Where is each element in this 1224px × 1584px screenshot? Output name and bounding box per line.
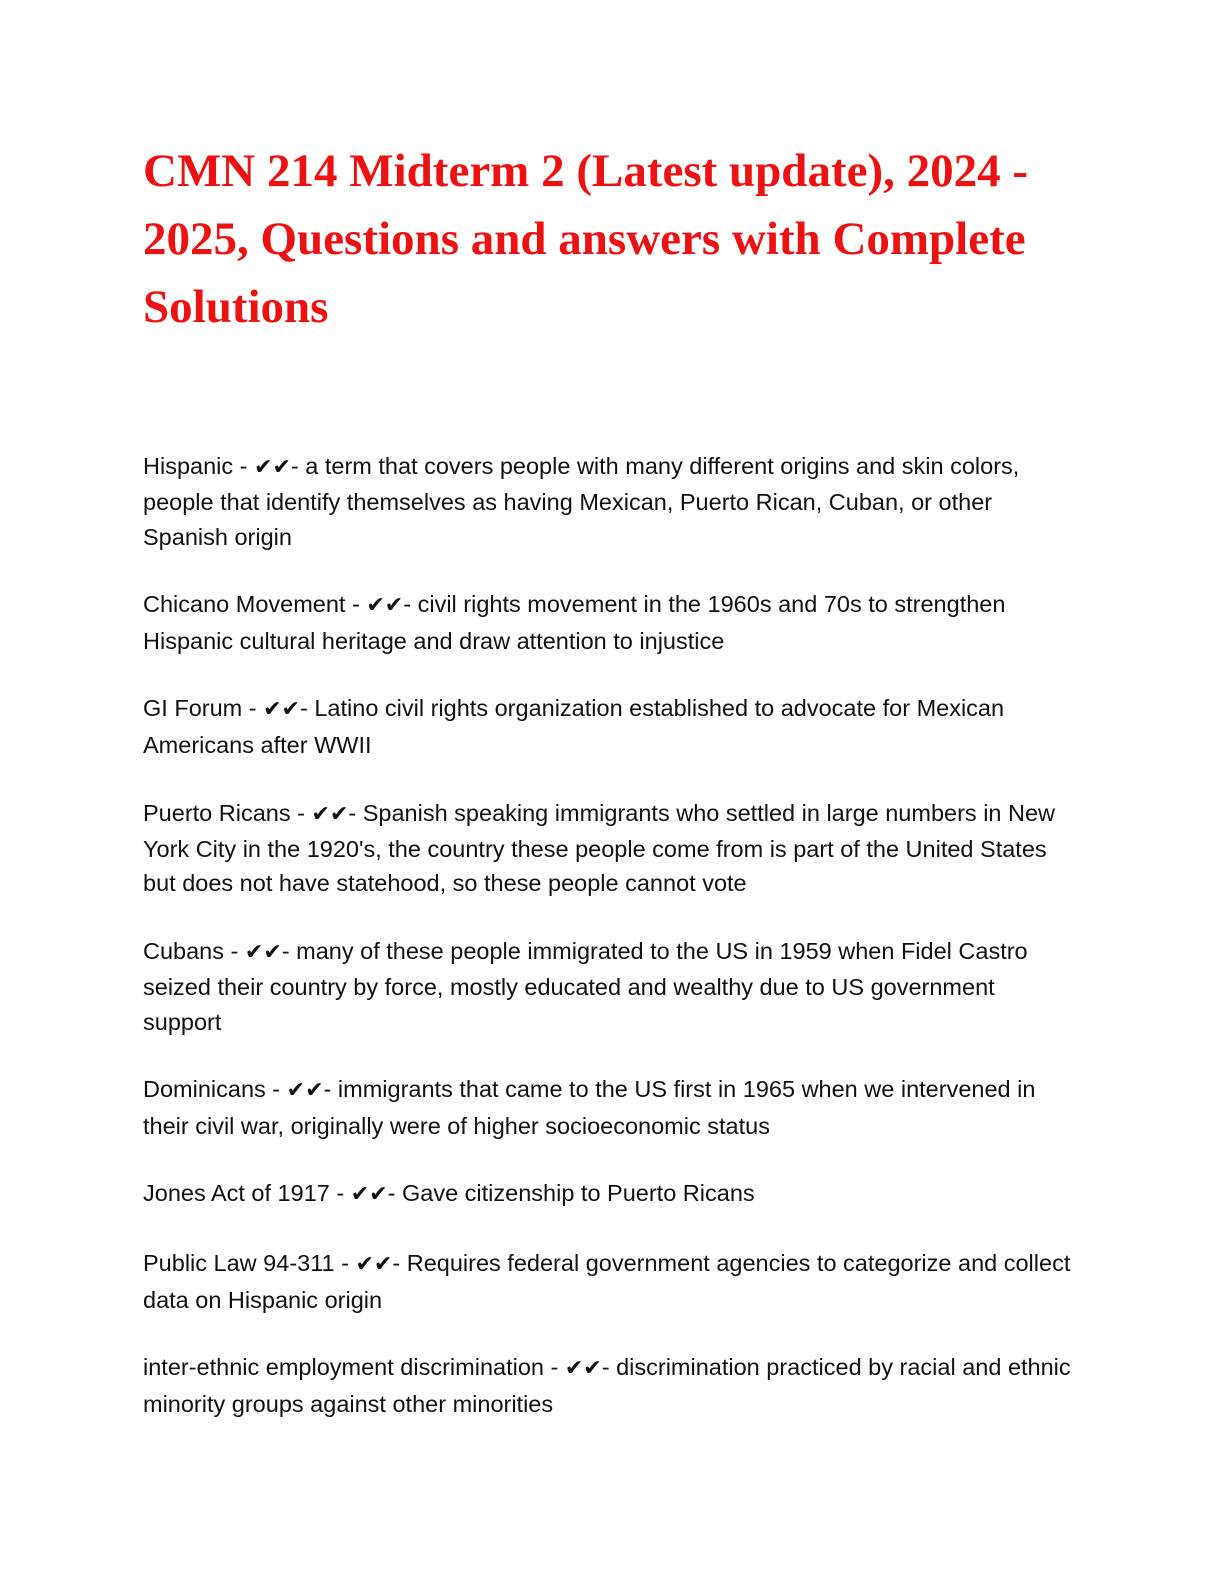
entry-term: GI Forum (143, 695, 243, 722)
entry-definition: a term that covers people with many different origins and skin colors, people that identify themselves as having Mexican, Puerto Rican, Cuban, or other Spanish origin (143, 453, 1020, 550)
entry-term: Puerto Ricans (143, 799, 291, 826)
check-marks-icon: ✔✔ (244, 939, 282, 965)
separator: - (392, 1250, 407, 1277)
check-marks-icon: ✔✔ (564, 1356, 602, 1382)
qa-entry (143, 1176, 1078, 1212)
entry-definition: many of these people immigrated to the US in 1959 when Fidel Castro seized their country by force, mostly educated and wealthy due to US government support (143, 937, 1028, 1035)
entry-definition: Latino civil rights organization established to advocate for Mexican Americans after WWII (143, 695, 1005, 758)
separator: - (543, 1354, 565, 1381)
entry-term: Cubans (143, 937, 224, 964)
document-title: CMN 214 Midterm 2 (Latest update), 2024 - 2025, Questions and answers with Complete Solutions (143, 145, 1029, 333)
separator: - (329, 1180, 351, 1207)
entry-definition: discrimination practiced by racial and ethnic minority groups against other minorities (143, 1354, 1071, 1417)
separator: - (345, 591, 367, 618)
check-marks-icon: ✔✔ (254, 455, 291, 480)
qa-entry (143, 691, 1078, 762)
separator: - (601, 1354, 617, 1381)
separator: - (387, 1180, 402, 1207)
entry-definition: Spanish speaking immigrants who settled in large numbers in New York City in the 1920's, the country these people come from is part of the United States but does not have statehood, so these people cannot vote (143, 799, 1056, 897)
entry-definition: civil rights movement in the 1960s and 70s to strengthen Hispanic cultural heritage and draw attention to injustice (143, 591, 1006, 654)
entry-term: Chicano Movement (143, 591, 346, 618)
separator: - (403, 591, 418, 618)
qa-entry (143, 1246, 1078, 1317)
separator: - (290, 453, 306, 479)
entry-definition: Requires federal government agencies to categorize and collect data on Hispanic origin (143, 1250, 1071, 1313)
separator: - (265, 1076, 287, 1103)
qa-entry (143, 934, 1078, 1039)
separator: - (281, 937, 297, 964)
entry-term: Public Law 94-311 (143, 1250, 335, 1277)
check-marks-icon: ✔✔ (366, 593, 404, 619)
check-marks-icon: ✔✔ (263, 697, 300, 723)
qa-entry (143, 587, 1078, 658)
separator: - (242, 695, 264, 722)
entry-definition: immigrants that came to the US first in 1965 when we intervened in their civil war, originally were of higher socioeconomic status (143, 1076, 1036, 1139)
check-marks-icon: ✔✔ (311, 801, 349, 827)
separator: - (300, 695, 315, 722)
entry-term: inter-ethnic employment discrimination (143, 1354, 544, 1381)
qa-list (143, 449, 1078, 1454)
entry-term: Hispanic (143, 453, 234, 479)
separator: - (224, 937, 245, 964)
qa-entry (143, 449, 1078, 554)
separator: - (233, 453, 255, 479)
entry-term: Jones Act of 1917 (143, 1180, 330, 1207)
qa-entry (143, 1072, 1078, 1143)
separator: - (323, 1076, 338, 1103)
check-marks-icon: ✔✔ (350, 1182, 388, 1208)
separator: - (290, 799, 312, 826)
separator: - (348, 799, 363, 826)
check-marks-icon: ✔✔ (355, 1252, 393, 1278)
entry-term: Dominicans (143, 1076, 266, 1103)
qa-entry (143, 1350, 1078, 1421)
separator: - (334, 1250, 356, 1277)
check-marks-icon: ✔✔ (286, 1078, 324, 1104)
qa-entry (143, 796, 1078, 901)
entry-definition: Gave citizenship to Puerto Ricans (401, 1180, 755, 1207)
